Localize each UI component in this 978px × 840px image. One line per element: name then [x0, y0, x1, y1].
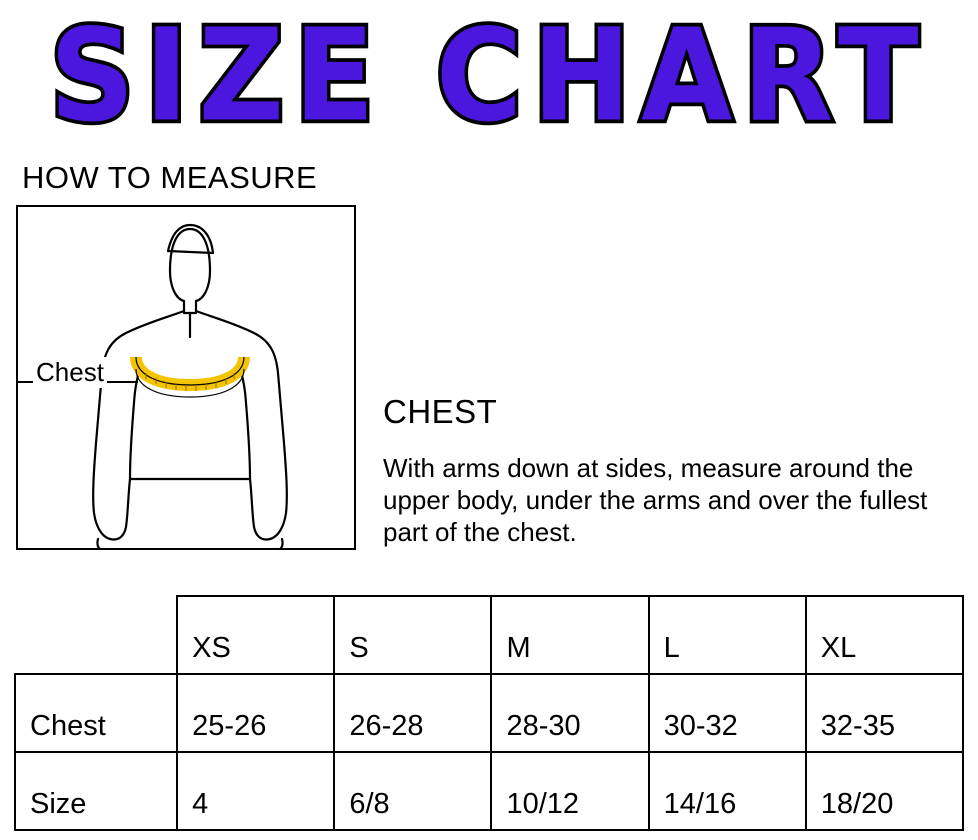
chest-measure-label: Chest — [33, 357, 107, 388]
table-header-xs: XS — [177, 596, 334, 674]
tape-measure-icon — [136, 357, 244, 397]
row-label-size: Size — [15, 752, 177, 830]
table-header-row — [15, 596, 963, 674]
table-header-m: M — [491, 596, 648, 674]
cell-chest-m: 28-30 — [491, 674, 648, 752]
description-body: With arms down at sides, measure around the upper body, under the arms and over the fullest part of the chest. — [383, 453, 928, 547]
table-header-s: S — [334, 596, 491, 674]
cell-size-m: 10/12 — [491, 752, 648, 830]
how-to-measure-heading: HOW TO MEASURE — [22, 160, 318, 195]
table-row — [15, 752, 963, 830]
cell-chest-xl: 32-35 — [806, 674, 963, 752]
table-header-xl: XL — [806, 596, 963, 674]
cell-chest-xs: 25-26 — [177, 674, 334, 752]
table-row — [15, 674, 963, 752]
cell-chest-s: 26-28 — [334, 674, 491, 752]
cell-size-s: 6/8 — [334, 752, 491, 830]
description-heading: CHEST — [383, 393, 498, 430]
size-table — [14, 595, 964, 831]
cell-chest-l: 30-32 — [649, 674, 806, 752]
table-corner-cell — [15, 596, 177, 674]
cell-size-xs: 4 — [177, 752, 334, 830]
table-header-l: L — [649, 596, 806, 674]
row-label-chest: Chest — [15, 674, 177, 752]
page-title: SIZE CHART — [49, 0, 929, 150]
cell-size-xl: 18/20 — [806, 752, 963, 830]
cell-size-l: 14/16 — [649, 752, 806, 830]
